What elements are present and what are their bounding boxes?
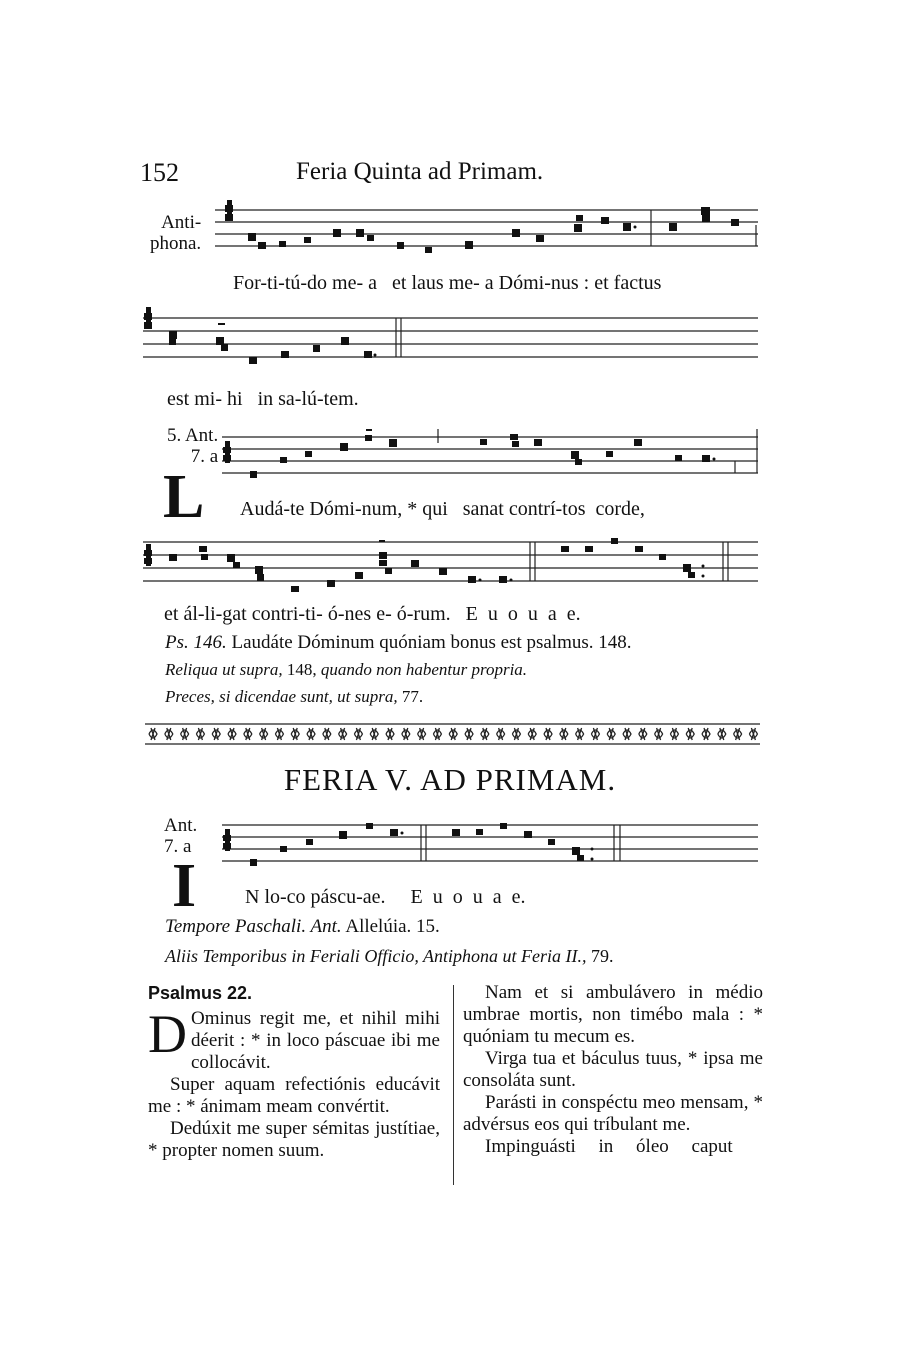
chant-staff <box>143 530 760 605</box>
syllable: factus <box>613 272 662 294</box>
ornament-knot <box>433 728 441 740</box>
syllable: ti- <box>305 603 323 625</box>
syllable: Audá-te <box>240 498 305 520</box>
syllable: a <box>484 272 494 294</box>
syllable: contrí-tos <box>508 498 586 520</box>
lyrics-line <box>233 272 661 295</box>
syllable: lo-co <box>264 886 306 908</box>
syllable: mi- <box>194 388 222 410</box>
psalm-verse: Dedúxit me super sémitas justítiae, * propter nomen suum. <box>148 1118 440 1161</box>
ornament-knot <box>655 728 663 740</box>
rubric-paschal <box>165 916 440 938</box>
ornament-knot <box>465 728 473 740</box>
syllable: et <box>594 272 609 294</box>
ornament-knot <box>528 728 536 740</box>
ornament-knot <box>607 728 615 740</box>
ornament-knot <box>339 728 347 740</box>
lyrics-line <box>167 388 359 411</box>
ornament-knot <box>497 728 505 740</box>
syllable: contri- <box>251 603 306 625</box>
ornament-knot <box>623 728 631 740</box>
syllable: me- <box>448 272 480 294</box>
ornament-knot <box>402 728 410 740</box>
ornament-knot <box>228 728 236 740</box>
rubric-number: Allelúia. 15. <box>345 916 440 937</box>
ornament-knot <box>418 728 426 740</box>
ornament-knot <box>481 728 489 740</box>
psalm-left-column <box>148 982 440 1162</box>
ornament-knot <box>149 728 157 740</box>
psalm-verse: Virga tua et báculus tuus, * ipsa me consoláta sunt. <box>463 1048 763 1091</box>
antiphon-label <box>164 815 197 857</box>
syllable: : <box>583 272 590 294</box>
antiphon-label <box>167 425 218 467</box>
label-line: phona. <box>150 233 202 254</box>
ornament-knot <box>291 728 299 740</box>
lyrics-line <box>164 603 581 626</box>
ornament-knot <box>323 728 331 740</box>
ornament-knot <box>686 728 694 740</box>
ornament-knot <box>370 728 378 740</box>
syllable: a <box>368 272 378 294</box>
syllable: E <box>465 603 478 625</box>
section-title: FERIA V. AD PRIMAM. <box>283 762 617 797</box>
ornament-knot <box>639 728 647 740</box>
rubric-number: 148, <box>286 660 317 679</box>
syllable: qui <box>422 498 448 520</box>
syllable: u <box>487 603 498 625</box>
syllable: E <box>410 886 423 908</box>
rubric-text: Aliis Temporibus in Feriali Officio, Antiphona ut Feria II., <box>165 946 587 966</box>
lyrics-line <box>245 886 526 909</box>
syllable: me- <box>332 272 364 294</box>
ornament-knot <box>576 728 584 740</box>
psalm-verse: Super aquam refectiónis educávit me : * ánimam meam convértit. <box>148 1074 440 1117</box>
ornament-knot <box>749 728 757 740</box>
ornament-knot <box>244 728 252 740</box>
syllable: N <box>245 886 260 908</box>
psalm-verse <box>148 1004 440 1074</box>
ornament-knot <box>734 728 742 740</box>
rubric-text: Tempore Paschali. Ant. <box>165 916 342 937</box>
chant-staff <box>215 195 760 270</box>
ornament-knot <box>512 728 520 740</box>
syllable: laus <box>411 272 444 294</box>
syllable: Dómi-num, <box>309 498 403 520</box>
ornament-rule <box>145 722 760 746</box>
label-line: 5. Ant. <box>167 425 219 446</box>
ornament-knot <box>181 728 189 740</box>
syllable: corde, <box>595 498 645 520</box>
rubric-text: quando non habentur propria. <box>320 660 528 679</box>
label-line: 7. a <box>190 446 219 467</box>
syllable: o <box>507 603 518 625</box>
syllable: rum. <box>413 603 451 625</box>
drop-capital: L <box>163 463 205 531</box>
running-title: Feria Quinta ad Primam. <box>296 158 544 185</box>
ornament-knot <box>165 728 173 740</box>
drop-capital: I <box>172 852 197 920</box>
ornament-knot <box>386 728 394 740</box>
syllable: e. <box>511 886 526 908</box>
syllable: páscu-ae. <box>310 886 386 908</box>
syllable: sa-lú-tem. <box>278 388 359 410</box>
chant-staff <box>143 303 760 383</box>
psalm-verse: Parásti in conspéctu meo mensam, * advérsus eos qui tríbulant me. <box>463 1092 763 1135</box>
ornament-knot <box>591 728 599 740</box>
syllable: et <box>392 272 407 294</box>
rubric-preces <box>165 687 423 707</box>
syllable: u <box>432 886 443 908</box>
syllable: Dómi-nus <box>498 272 579 294</box>
ornament-knot <box>212 728 220 740</box>
ornament-knot <box>449 728 457 740</box>
verse-text: Ominus regit me, et nihil mihi déerit : * in loco páscuae ibi me collocávit. <box>191 1008 440 1073</box>
rubric-number: 79. <box>591 946 614 966</box>
syllable: est <box>167 388 190 410</box>
syllable: a <box>547 603 557 625</box>
psalm-title: Psalmus 22. <box>148 983 253 1003</box>
drop-capital: D <box>148 1004 187 1064</box>
psalm-reference <box>165 632 632 654</box>
ornament-knot <box>275 728 283 740</box>
syllable: ó- <box>396 603 414 625</box>
ornament-knot <box>354 728 362 740</box>
column-divider <box>453 985 454 1185</box>
psalm-right-column <box>463 982 763 1158</box>
syllable: nes <box>344 603 372 625</box>
syllable: o <box>452 886 463 908</box>
label-line: 7. a <box>164 836 192 857</box>
antiphon-label <box>150 212 201 254</box>
syllable: For-ti-tú-do <box>233 272 328 294</box>
syllable: ó- <box>327 603 345 625</box>
label-line: Anti- <box>161 212 202 233</box>
ornament-knot <box>196 728 204 740</box>
syllable: in <box>257 388 274 410</box>
ornament-knot <box>307 728 315 740</box>
rubric-text: Preces, si dicendae sunt, ut supra, <box>165 687 398 706</box>
ornament-knot <box>702 728 710 740</box>
rubric-number: 77. <box>401 687 424 706</box>
ornament-knot <box>560 728 568 740</box>
ornament-knot <box>544 728 552 740</box>
page-number: 152 <box>140 158 179 187</box>
syllable: sanat <box>462 498 504 520</box>
syllable: a <box>492 886 502 908</box>
syllable: hi <box>227 388 243 410</box>
psalm-verse: Impinguásti in óleo caput <box>485 1136 733 1157</box>
syllable: et <box>164 603 179 625</box>
syllable: * <box>407 498 418 520</box>
label-line: Ant. <box>164 815 198 836</box>
syllable: e- <box>376 603 392 625</box>
ornament-knot <box>260 728 268 740</box>
syllable: ál-li-gat <box>183 603 247 625</box>
psalm-ref-italic: Ps. 146. <box>165 632 227 653</box>
ornament-knot <box>670 728 678 740</box>
psalm-verse: Nam et si ambulávero in médio umbrae mortis, non timébo mala : * quóniam tu mecum es. <box>463 982 763 1047</box>
syllable: e. <box>566 603 581 625</box>
chant-staff <box>222 812 760 882</box>
syllable: u <box>527 603 538 625</box>
syllable: u <box>472 886 483 908</box>
rubric-other-times <box>165 946 614 967</box>
rubric-reliqua <box>165 660 527 680</box>
psalm-ref-text: Laudáte Dóminum quóniam bonus est psalmus. 148. <box>231 632 632 653</box>
rubric-text: Reliqua ut supra, <box>165 660 283 679</box>
lyrics-line <box>240 498 645 521</box>
ornament-knot <box>718 728 726 740</box>
chant-staff <box>222 425 760 495</box>
